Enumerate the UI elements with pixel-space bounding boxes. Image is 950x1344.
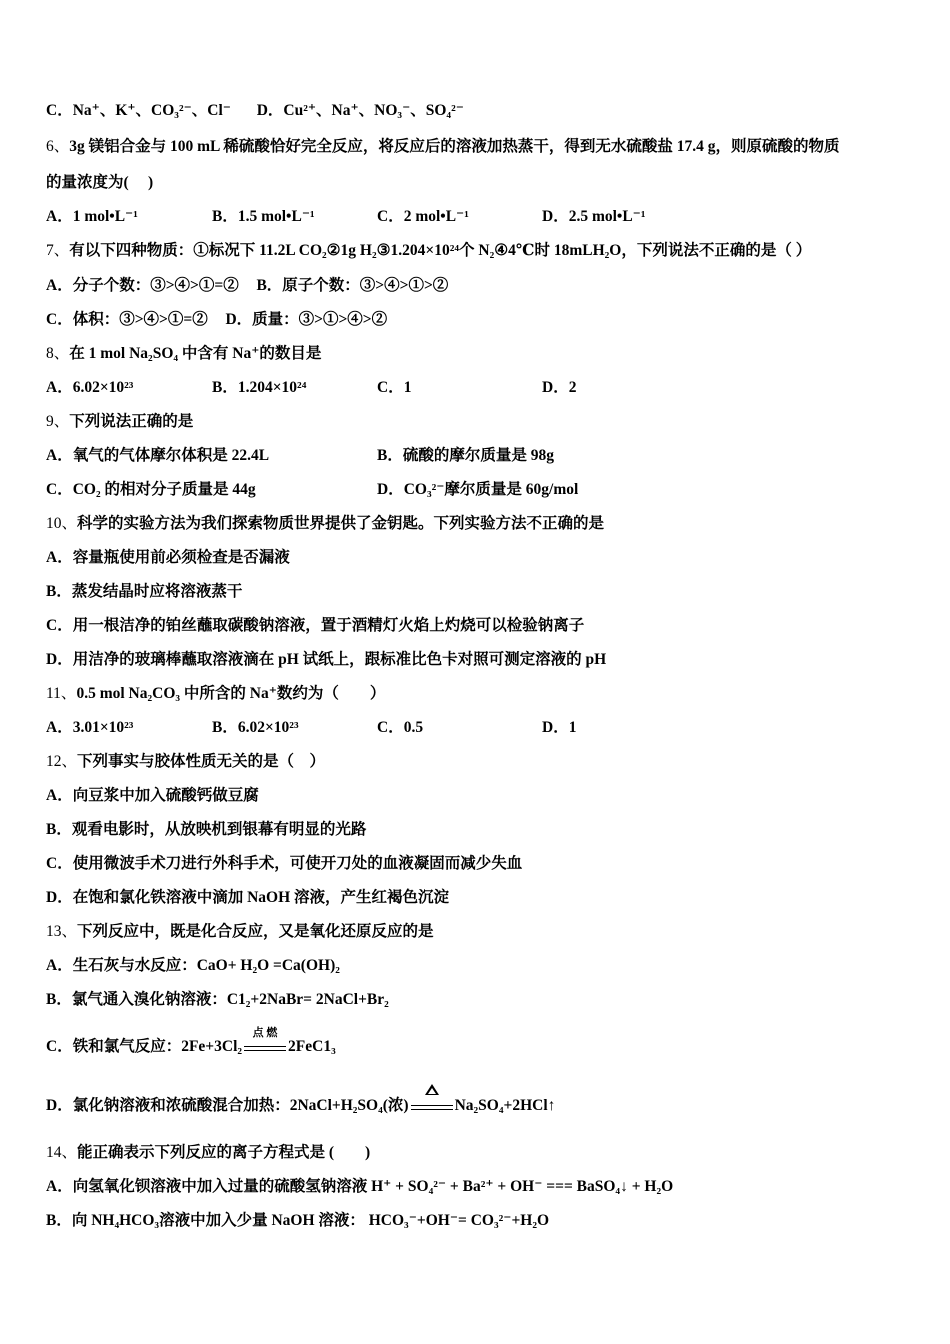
- q11-options: [46, 718, 576, 738]
- q6-options: [46, 207, 646, 227]
- q9-number: 9、: [46, 413, 70, 430]
- q12-option-b: B．观看电影时，从放映机到银幕有明显的光路: [46, 821, 367, 838]
- q11-option-a: A．3.01×10²³: [46, 719, 134, 736]
- q6-option-a: A．1 mol•L⁻¹: [46, 208, 138, 225]
- q13-option-c-right: 2FeC1₃: [288, 1038, 336, 1055]
- q8-option-d: D．2: [542, 379, 577, 396]
- q13-option-a: A．生石灰与水反应：CaO+ H₂O =Ca(OH)₂: [46, 957, 340, 974]
- q7-option-c: C．体积：③>④>①=②: [46, 311, 208, 328]
- ignition-equals-sign: [244, 1027, 286, 1057]
- q5-option-c: C．Na⁺、K⁺、CO₃²⁻、Cl⁻: [46, 102, 231, 119]
- q8-text: 在 1 mol Na₂SO₄ 中含有 Na⁺的数目是: [69, 345, 322, 362]
- q9-stem: [46, 412, 193, 432]
- q9-option-b: B．硫酸的摩尔质量是 98g: [377, 447, 554, 464]
- q6-option-d: D．2.5 mol•L⁻¹: [542, 208, 646, 225]
- q11-option-b: B．6.02×10²³: [212, 719, 299, 736]
- q14-text: 能正确表示下列反应的离子方程式是 ( ): [77, 1144, 371, 1161]
- q13-option-b: B．氯气通入溴化钠溶液：C1₂+2NaBr= 2NaCl+Br₂: [46, 991, 389, 1008]
- q13-option-d: [46, 1096, 555, 1116]
- q9-options-ab: [46, 446, 554, 466]
- q11-option-c: C．0.5: [377, 719, 424, 736]
- q14-option-b: B．向 NH₄HCO₃溶液中加入少量 NaOH 溶液： HCO₃⁻+OH⁻= CO₃²⁻+H₂O: [46, 1212, 550, 1229]
- q8-option-b: B．1.204×10²⁴: [212, 379, 307, 396]
- q13-option-c: [46, 1027, 336, 1057]
- q10-number: 10、: [46, 515, 78, 532]
- q12-option-d: D．在饱和氯化铁溶液中滴加 NaOH 溶液，产生红褐色沉淀: [46, 889, 450, 906]
- q8-options: [46, 378, 576, 398]
- q6-option-c: C．2 mol•L⁻¹: [377, 208, 469, 225]
- q12-option-a: A．向豆浆中加入硫酸钙做豆腐: [46, 787, 259, 804]
- q13-stem: [46, 922, 434, 942]
- q8-option-a: A．6.02×10²³: [46, 379, 134, 396]
- q7-option-a: A．分子个数：③>④>①=②: [46, 277, 239, 294]
- q6-stem: [46, 137, 840, 157]
- q7-options-cd: [46, 310, 387, 330]
- q7-text: 有以下四种物质：①标况下 11.2L CO₂②1g H₂③1.204×10²⁴个 N₂④4℃时 18mLH₂O，下列说法不正确的是（ ）: [69, 242, 812, 259]
- q9-option-d: D．CO₃²⁻摩尔质量是 60g/mol: [377, 481, 579, 498]
- q6-number: 6、: [46, 138, 70, 155]
- heat-triangle-icon: [425, 1084, 439, 1095]
- q9-option-a: A．氧气的气体摩尔体积是 22.4L: [46, 447, 270, 464]
- q12-number: 12、: [46, 753, 78, 770]
- q5-options-cd: [46, 101, 464, 121]
- q10-option-b: B．蒸发结晶时应将溶液蒸干: [46, 583, 243, 600]
- q14-number: 14、: [46, 1144, 78, 1161]
- q10-option-c: C．用一根洁净的铂丝蘸取碳酸钠溶液，置于酒精灯火焰上灼烧可以检验钠离子: [46, 617, 585, 634]
- q5-option-d: D．Cu²⁺、Na⁺、NO₃⁻、SO₄²⁻: [256, 102, 464, 119]
- q7-stem: [46, 241, 811, 261]
- q6-option-b: B．1.5 mol•L⁻¹: [212, 208, 315, 225]
- q11-stem: [46, 684, 385, 704]
- q7-number: 7、: [46, 242, 70, 259]
- q13-option-d-right: Na₂SO₄+2HCl↑: [454, 1097, 556, 1114]
- q11-option-d: D．1: [542, 719, 577, 736]
- q10-text: 科学的实验方法为我们探索物质世界提供了金钥匙。下列实验方法不正确的是: [77, 515, 605, 532]
- q10-option-a: A．容量瓶使用前必须检查是否漏液: [46, 549, 290, 566]
- q8-number: 8、: [46, 345, 70, 362]
- q11-number: 11、: [46, 685, 77, 702]
- q13-option-d-left: D．氯化钠溶液和浓硫酸混合加热：2NaCl+H₂SO₄(浓): [46, 1097, 409, 1114]
- q13-option-c-left: C．铁和氯气反应：2Fe+3Cl₂: [46, 1038, 243, 1055]
- q12-option-c: C．使用微波手术刀进行外科手术，可使开刀处的血液凝固而减少失血: [46, 855, 523, 872]
- heat-equals-sign: [411, 1096, 453, 1116]
- q12-text: 下列事实与胶体性质无关的是（ ）: [77, 753, 326, 770]
- ignition-condition: 点 燃: [252, 1027, 278, 1040]
- q8-stem: [46, 344, 321, 364]
- q7-option-b: B．原子个数：③>④>①>②: [256, 277, 449, 294]
- q6-text: 3g 镁铝合金与 100 mL 稀硫酸恰好完全反应，将反应后的溶液加热蒸干，得到无水硫酸盐 17.4 g，则原硫酸的物质: [69, 138, 840, 155]
- q9-options-cd: [46, 480, 578, 500]
- q7-option-d: D．质量：③>①>④>②: [225, 311, 388, 328]
- q10-option-d: D．用洁净的玻璃棒蘸取溶液滴在 pH 试纸上，跟标准比色卡对照可测定溶液的 pH: [46, 651, 607, 668]
- q7-options-ab: [46, 276, 448, 296]
- q6-stem-cont: 的量浓度为( ): [46, 174, 154, 191]
- q8-option-c: C．1: [377, 379, 412, 396]
- q12-stem: [46, 752, 325, 772]
- q9-option-c: C．CO₂ 的相对分子质量是 44g: [46, 481, 256, 498]
- q14-stem: [46, 1143, 370, 1163]
- q10-stem: [46, 514, 604, 534]
- q11-text: 0.5 mol Na₂CO₃ 中所含的 Na⁺数约为（ ）: [76, 685, 386, 702]
- q13-number: 13、: [46, 923, 78, 940]
- q13-text: 下列反应中，既是化合反应，又是氧化还原反应的是: [77, 923, 434, 940]
- q9-text: 下列说法正确的是: [69, 413, 194, 430]
- q14-option-a: A．向氢氧化钡溶液中加入过量的硫酸氢钠溶液 H⁺ + SO₄²⁻ + Ba²⁺ + OH⁻ === BaSO₄↓ + H₂O: [46, 1178, 674, 1195]
